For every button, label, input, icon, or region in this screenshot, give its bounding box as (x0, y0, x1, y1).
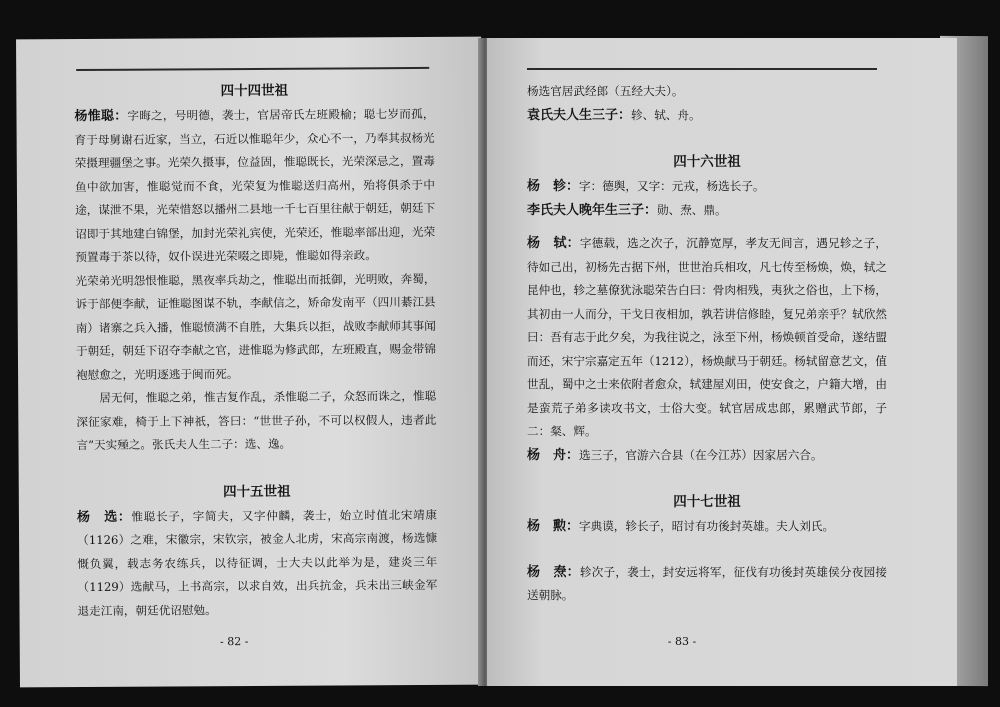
entry-name: 杨 舟： (527, 447, 580, 463)
entry-name: 杨 轸： (527, 179, 580, 194)
entry-name: 杨 焘： (527, 564, 580, 580)
entry-text: 轸、轼、舟。 (631, 107, 701, 122)
entry-text: 惟聪长子，字简夫，又字仲麟，袭士，始立时值北宋靖康（1126）之难，宋徽宗，宋钦宗，被金人北虏，宋高宗南渡，杨选慷慨负翼，载志务农练兵，以待征调，士大夫以此举为是，建炎三年（1129）选献马，上书高宗，以求自效，出兵抗金，兵未出三峡金军退走江南，朝廷优诏慰勉。 (77, 507, 438, 618)
entry-text: 字典谟，轸长子，昭讨有功後封英雄。夫人刘氏。 (579, 519, 835, 533)
entry-name: 杨 勲： (527, 519, 580, 534)
entry-name: 李氏夫人晚年生三子： (527, 202, 658, 218)
genealogy-paragraph: 光荣弟光明怨恨惟聪，黑夜率兵劫之，惟聪出而抵御，光明败，奔蜀，诉于部便李献，证惟聪图谋不轨，李献信之，矫命发南平（四川綦江县南）诸寨之兵入播，惟聪愤满不自胜，大集兵以拒，战败李献师其事闻于朝廷，朝廷下诏夺李献之官，进惟聪为修武郎，左班殿直，赐金带锦袍慰愈之，光明逐逃于闽而死。 (75, 271, 436, 382)
generation-title: 四十四世祖 (220, 82, 289, 100)
spacer (527, 127, 887, 149)
genealogy-entry (527, 199, 887, 223)
genealogy-entry (77, 503, 438, 623)
spacer (527, 467, 887, 489)
genealogy-entry (74, 103, 435, 270)
entry-text: 勋、焘、鼎。 (657, 202, 727, 217)
genealogy-paragraph: 杨选官居武经郎（五经大夫）。 (527, 84, 684, 98)
genealogy-entry (527, 232, 887, 444)
left-page (16, 37, 485, 688)
genealogy-entry (527, 104, 887, 128)
generation-title: 四十五世祖 (222, 483, 291, 500)
genealogy-paragraph: 居无何，惟聪之弟，惟吉复作乱，杀惟聪二子，众怒而诛之，惟聪深征家难，椅于上下神祇，答曰：“世世子孙，不可以权假人，违者此言”天实殛之。张氏夫人生二子：选、逸。 (76, 388, 437, 453)
entry-text: 字晦之，号明德，袭士，官居帝氏左班殿榆；聪七岁而孤，育于母舅谢石近家，当立，石近以惟聪年少，众心不一，乃奉其叔杨光荣摄理疆堡之事。光荣久摄事，位益固，惟聪既长，光荣深忌之，置毒鱼中欲加害，惟聪觉而不食，光荣复为惟聪送归高州，殆将俱杀于中途，谋泄不果，光荣惜怒以播州二县地一千七百里往献于朝廷，朝廷下诏即于其地建白锦堡，加封光荣礼宾使，光荣还，惟聪率部出迎，光荣预置毒于茶以待，奴仆误进光荣啜之即毙，惟聪如得亲政。 (74, 106, 436, 265)
entry-name: 杨 轼： (527, 236, 580, 251)
entry-text: 字德载，选之次子，沉静宽厚，孝友无间言，遇兄轸之子，待如己出，初杨先古据下州，世世治兵相攻，凡七传至杨焕，焕，轼之昆仲也，轸之墓僚犹泳聪荣告白曰：骨肉相残，夷狄之俗也，上下杨，其初由一人而分，干戈日夜相加，孰若讲信修睦，复兄弟亲乎？轼欣然曰：吾有志于此夕矣，为我往说之，泳至下州，杨焕顿首受命，遂结盟而还，宋宁宗嘉定五年（1212），杨焕献马于朝廷。杨轼留意艺文，值世乱，蜀中之士来依附者愈众，轼建屋刈田，使安食之，户籍大增，由是蛮荒子弟多读攻书文，士俗大变。轼官居成忠郎，累赠武节郎，子二：粲、辉。 (527, 236, 887, 438)
page-number: - 83 - (667, 635, 697, 648)
page-number: - 82 - (219, 635, 249, 649)
entry-name: 袁氏夫人生三子： (527, 107, 632, 123)
left-page-content (74, 77, 437, 623)
spacer (77, 455, 437, 479)
genealogy-entry (527, 175, 887, 199)
entry-name: 杨 选： (76, 509, 132, 525)
generation-title: 四十七世祖 (673, 494, 741, 510)
spacer (527, 222, 887, 232)
right-page-content (527, 80, 887, 608)
genealogy-entry (527, 515, 887, 539)
header-rule (76, 67, 429, 71)
entry-name: 杨惟聪： (74, 108, 128, 125)
entry-text: 字：德舆，又字：元戎，杨选长子。 (579, 179, 765, 193)
entry-text: 轸次子，袭士，封安远将军，征伐有功後封英雄侯分夜园接送朝脉。 (527, 564, 887, 602)
spacer (527, 539, 887, 561)
header-rule (527, 68, 877, 70)
generation-title: 四十六世祖 (673, 154, 741, 170)
genealogy-entry (527, 561, 887, 608)
genealogy-entry (527, 444, 887, 468)
right-page (487, 38, 957, 686)
entry-text: 选三子，官游六合县（在今江苏）因家居六合。 (579, 447, 823, 462)
